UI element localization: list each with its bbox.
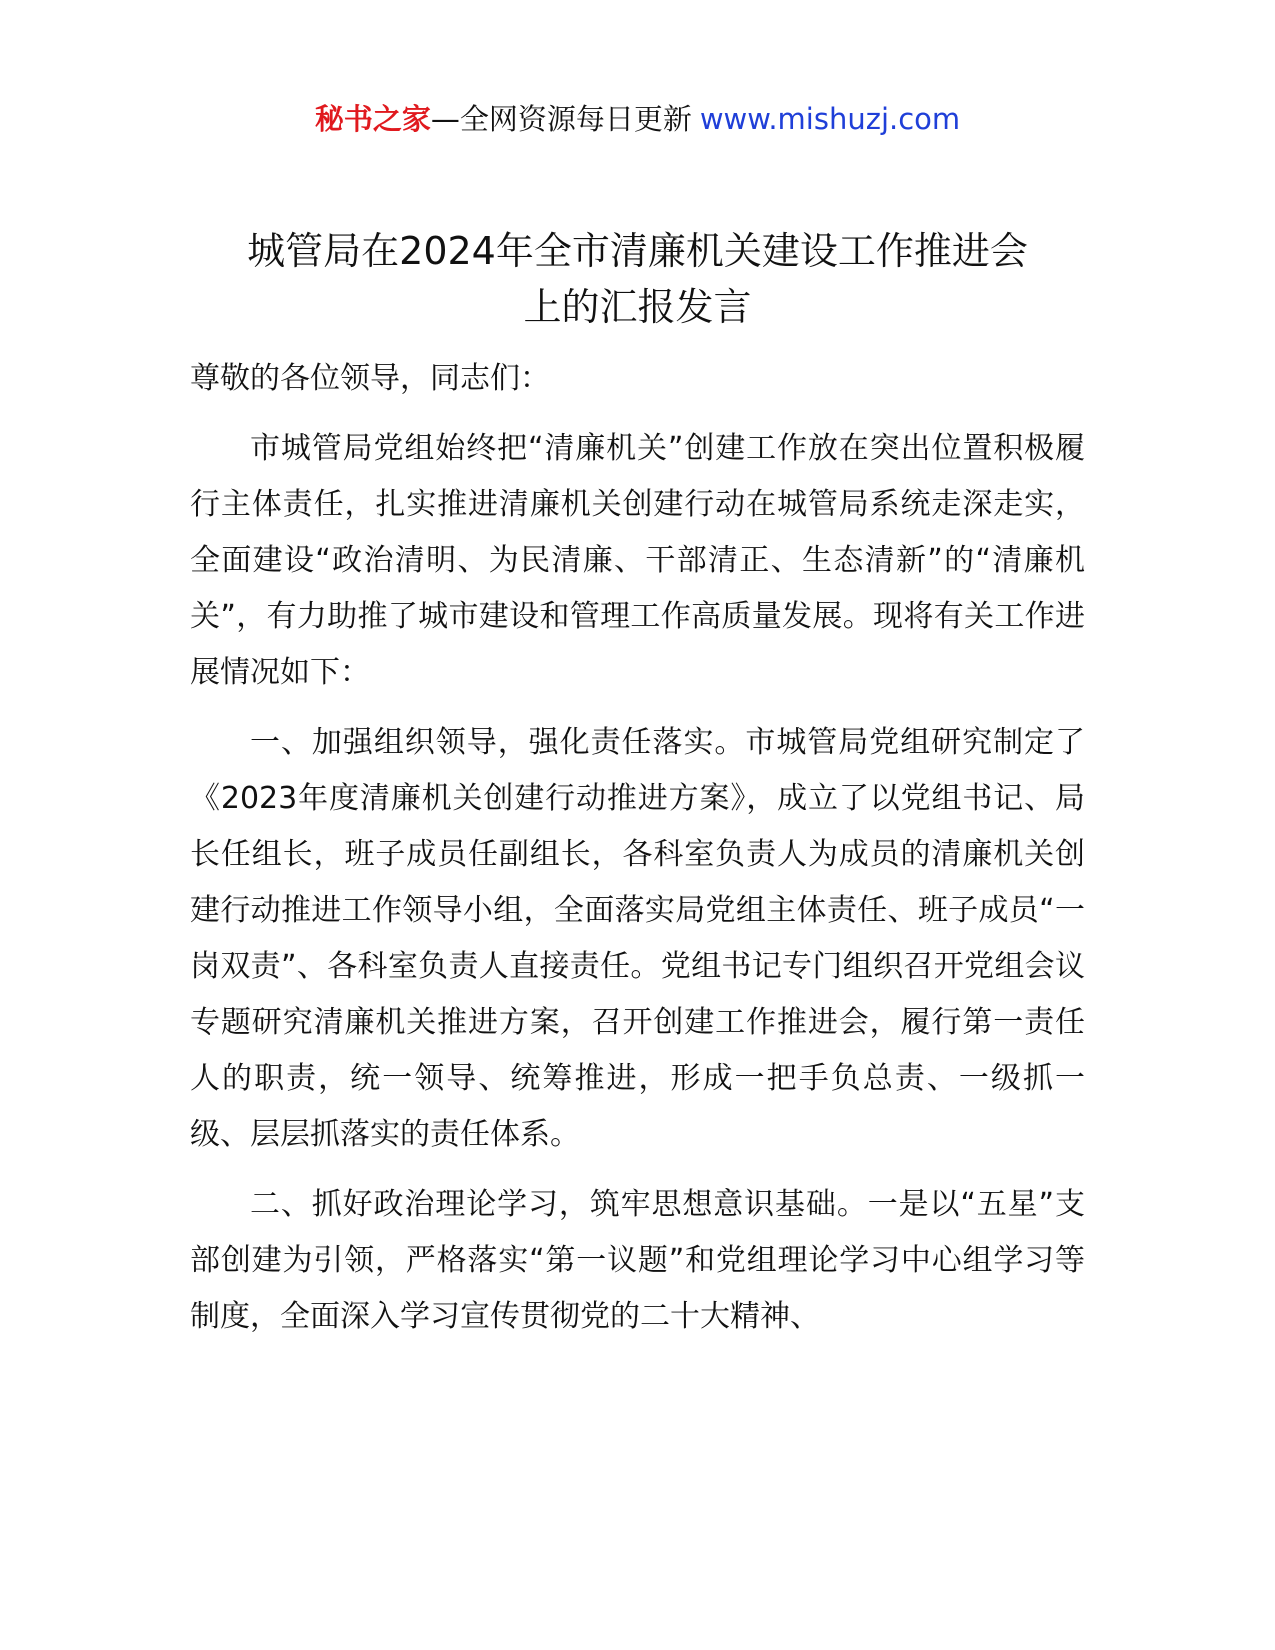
title-line-2: 上的汇报发言 (523, 285, 752, 329)
header-slogan: —全网资源每日更新 (430, 102, 692, 136)
brand-name: 秘书之家 (314, 102, 431, 136)
header-banner (0, 97, 1275, 141)
paragraph-section-1: 一、加强组织领导，强化责任落实。市城管局党组研究制定了《2023年度清廉机关创建行动推进方案》，成立了以党组书记、局长任组长，班子成员任副组长，各科室负责人为成员的清廉机关创建行动推进工作领导小组，全面落实局党组主体责任、班子成员“一岗双责”、各科室负责人直接责任。党组书记专门组织召开党组会议专题研究清廉机关推进方案，召开创建工作推进会，履行第一责任人的职责，统一领导、统筹推进，形成一把手负总责、一级抓一级、层层抓落实的责任体系。 (190, 725, 1085, 1152)
document-body (190, 351, 1085, 1359)
paragraph-intro: 市城管局党组始终把“清廉机关”创建工作放在突出位置积极履行主体责任，扎实推进清廉机关创建行动在城管局系统走深走实，全面建设“政治清明、为民清廉、干部清正、生态清新”的“清廉机关”，有力助推了城市建设和管理工作高质量发展。现将有关工作进展情况如下： (190, 431, 1085, 690)
paragraph-section-2: 二、抓好政治理论学习，筑牢思想意识基础。一是以“五星”支部创建为引领，严格落实“第一议题”和党组理论学习中心组学习等制度，全面深入学习宣传贯彻党的二十大精神、 (190, 1187, 1085, 1334)
document-title (180, 223, 1095, 335)
site-url-link[interactable]: www.mishuzj.com (699, 102, 961, 136)
title-line-1: 城管局在2024年全市清廉机关建设工作推进会 (247, 229, 1028, 273)
salutation: 尊敬的各位领导，同志们： (190, 361, 550, 396)
